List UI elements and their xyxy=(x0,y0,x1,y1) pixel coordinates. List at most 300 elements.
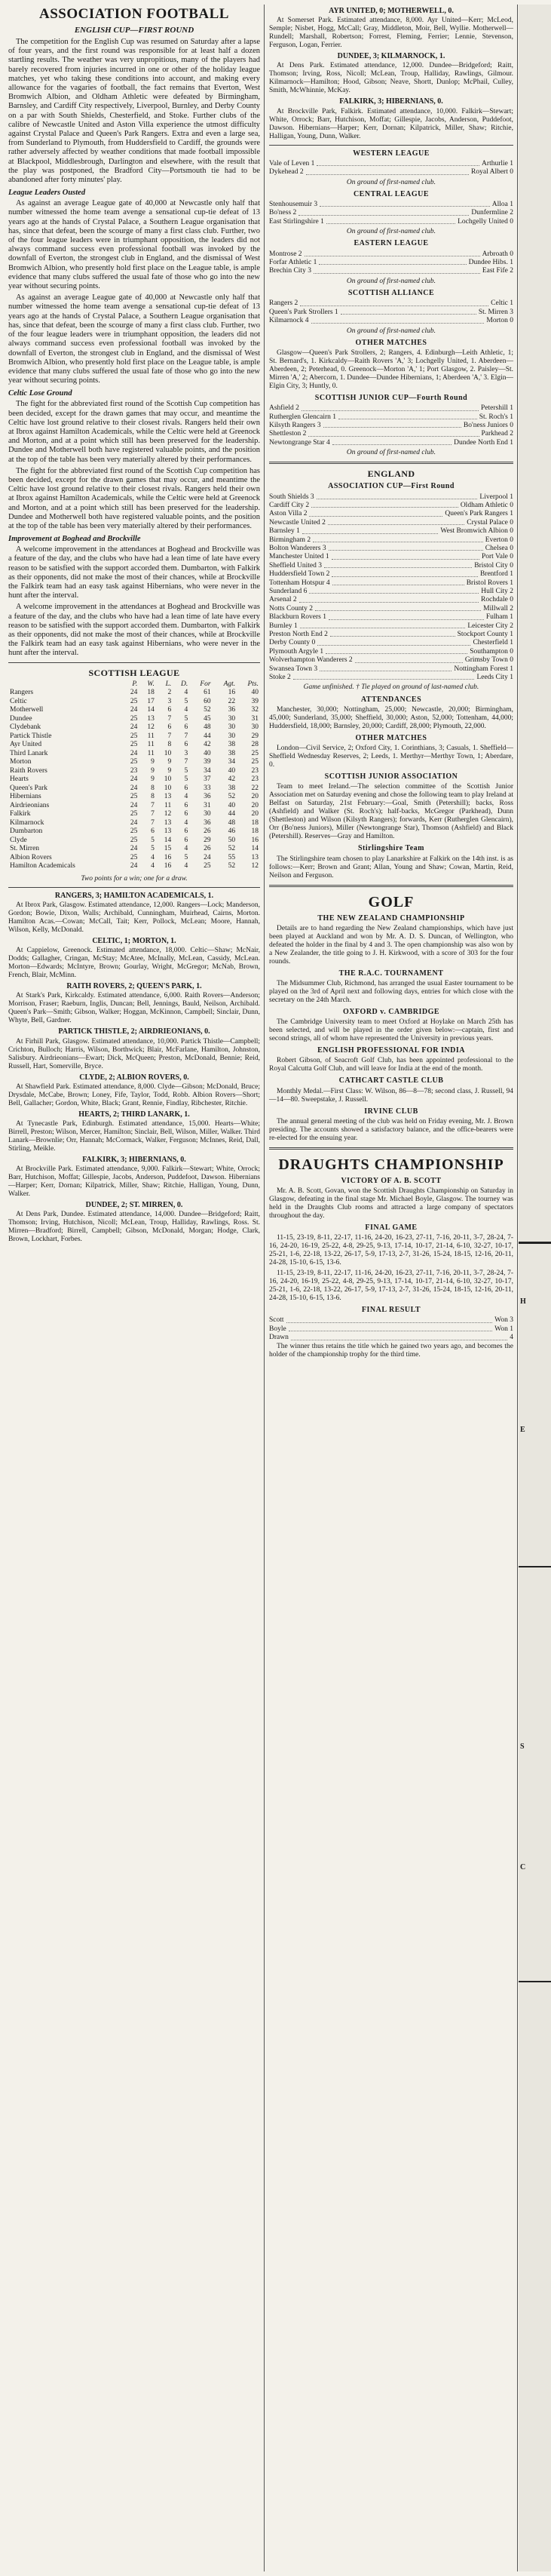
table-cell: 4 xyxy=(184,793,188,801)
leader-dots xyxy=(311,317,485,323)
divider xyxy=(269,1147,513,1150)
table-cell: 31 xyxy=(204,801,211,809)
table-cell: 4 xyxy=(184,818,188,827)
league-table-row xyxy=(8,723,260,732)
table-cell: 28 xyxy=(251,741,259,749)
article-leagues-cont: As against an average League gate of 40,000 at Newcastle only half that number witnessed the home team avenge a sensational cup-tie defeat of 13 years ago at the hands of Crystal Palace, a Southern League organisation that has, since that defeat, been the scourge of many a first class club. Further, two of the four league leaders were in triumphant opposition, the leaders did not always command success even professional football was invoked by the downfall of Everton, the strongest club in England, and the dismissal of West Bromwich Albion, who presently hold first place on the League table, is ample evidence that many clubs suffered the usual fate of those who go into the new year without securing points. xyxy=(8,293,260,385)
article-celtic: The fight for the abbreviated first round of the Scottish Cup competition has been decided, except for the drawn games that may occur, and meantime the Celtic have lost ground relative to their closest rivals. Rangers held their own at Ibrox against Hamilton Academicals, while the Celtic were held at Greenock and Morton, and at a point which still has been preserved for the leadership. Dundee and Motherwell both have registered valuable points, and the position at the top of the table has been very materially altered by their performances. xyxy=(8,400,260,464)
table-cell: 8 xyxy=(151,793,155,801)
league-table-row xyxy=(8,775,260,784)
table-cell: 6 xyxy=(184,723,188,732)
match-heading: DUNDEE, 2; ST. MIRREN, 0. xyxy=(85,1201,183,1210)
home-team: Kilsyth Rangers 3 xyxy=(269,421,321,429)
match-heading: AYR UNITED, 0; MOTHERWELL, 0. xyxy=(329,7,454,15)
table-cell: 44 xyxy=(204,732,211,740)
table-cell: 11 xyxy=(147,749,155,757)
away-team: Alloa 1 xyxy=(491,201,513,209)
result-row xyxy=(269,201,513,209)
heading-boghead: Improvement at Boghead and Brockville xyxy=(8,535,141,544)
table-cell: 24 xyxy=(130,689,138,697)
league-table xyxy=(8,680,260,871)
table-cell: 24 xyxy=(130,749,138,757)
home-team: Burnley 1 xyxy=(269,622,298,630)
player-name: Scott xyxy=(269,1316,284,1325)
away-team: Chelsea 0 xyxy=(485,544,513,552)
home-team: Rutherglen Glencairn 1 xyxy=(269,413,336,421)
column-middle xyxy=(265,5,518,2571)
article-leagues: As against an average League gate of 40,000 at Newcastle only half that number witnessed the home team avenge a sensational cup-tie defeat of 13 years ago at the hands of Crystal Palace, a Southern League organisation that has, since that defeat, been the scourge of many a first class club. Further, two of the four league leaders were in triumphant opposition, the leaders did not always command success even professional football was invoked by the downfall of Everton, the strongest club in England, and the dismissal of West Bromwich Albion, who presently hold first place on the League table, is ample evidence that many clubs suffered the usual fate of those who go into the new year without securing points. xyxy=(8,199,260,291)
table-cell: 4 xyxy=(184,845,188,853)
league-table-header xyxy=(8,680,122,689)
match-detail: At Dens Park, Dundee. Estimated attendance, 14,000. Dundee—Bridgeford; Raitt, Thomson; Irving, Hutchison, Nicoll; McLean, Troup, Halliday, Rawlings, Ross. St. Mirren—Bradford; Birrell, Campbell; Gibson, McDonald, Morgan; Hodge, Clark, Brown, Lockhart, Forbes. xyxy=(8,1211,260,1244)
away-team: Grimsby Town 0 xyxy=(464,656,513,665)
english-cup-note: Game unfinished. † Tie played on ground of last-named club. xyxy=(303,683,479,692)
other-matches-text: Glasgow—Queen's Park Strollers, 2; Rangers, 4. Edinburgh—Leith Athletic, 1; St. Bernard's, 1. Kirkcaldy—Raith Rovers 'A,' 3; Lochgelly United, 1. Aberdeen—Aberdeen, 2; Peterhead, 0. Greenock—Morton 'A,' 1; Port Glasgow, 2. Paisley—St. Mirren 'A,' 2; Abercorn, 1. Dundee—Dundee Hibernians, 1; Aberdeen 'A,' 3. Elgin—Elgin City, 3; Huntly, 0. xyxy=(269,348,513,390)
draughts-result-row xyxy=(269,1334,513,1342)
table-cell: 22 xyxy=(228,697,236,705)
table-cell: 13 xyxy=(147,714,155,723)
table-cell: 24 xyxy=(130,723,138,732)
table-cell: 38 xyxy=(228,749,236,757)
article-intro: The competition for the English Cup was resumed on Saturday after a lapse of four years, and the first round was responsible for at least half a dozen startling results. The weather was very unpropitious, many of the players had barely recovered from injuries incurred in one or other of the holiday league matches, yet who taking these conditions into account, and making every allowance for the vagaries of football, the fact remains that Everton, West Bromwich Albion, and Oldham Athletic were defeated by Birmingham, Barnsley, and Cardiff City respectively, Liverpool, Burnley, and Derby County on a par with South Shields, Chesterfield, and Stoke. Further clubs of the calibre of Newcastle United and Aston Villa experience the utmost difficulty against Crystal Palace and Queen's Park Rangers. Extra and even a large sea, from Sunderland to Plymouth, from Huddersfield to Cardiff, the grounds were rather adversely affected by weather conditions that made football impossible at Blackpool, Middlesbrough, Darlington and elsewhere, with the result that the play was postponed, the Bradford City—Portsmouth tie had to be abandoned after forty minutes' play. xyxy=(8,38,260,185)
home-team: Brechin City 3 xyxy=(269,267,311,275)
home-team: Cardiff City 2 xyxy=(269,501,310,509)
home-team: South Shields 3 xyxy=(269,493,314,501)
english-cup-results xyxy=(269,493,513,683)
away-team: Royal Albert 0 xyxy=(471,168,513,177)
table-cell: 30 xyxy=(204,810,211,818)
table-cell: 20 xyxy=(251,810,259,818)
table-cell: 13 xyxy=(251,853,259,861)
table-cell: 5 xyxy=(151,845,155,853)
leader-dots xyxy=(289,1325,492,1331)
junior-cup-heading: SCOTTISH JUNIOR CUP—Fourth Round xyxy=(314,393,468,402)
edge-rule xyxy=(519,1566,551,1567)
table-cell: 3 xyxy=(167,697,172,705)
league-table-row xyxy=(8,767,260,776)
table-cell: 12 xyxy=(147,723,155,732)
table-cell: 18 xyxy=(147,689,155,697)
match-detail: At Firhill Park, Glasgow. Estimated attendance, 10,000. Partick Thistle—Campbell; Crichton, Bulloch; Harris, Wilson, Borthwick; Blair, McFarlane, Hamilton, Johnston, Salisbury. Airdrieonians—Ewart; Dick, McQueen; Preston, McDonald, Bennie; Reid, Russell, Hart, Somerville, Bryce. xyxy=(8,1037,260,1070)
table-cell: 11 xyxy=(147,741,155,749)
stirlingshire-heading: Stirlingshire Team xyxy=(358,844,424,853)
away-team: Hull City 2 xyxy=(481,588,513,596)
table-cell: 4 xyxy=(184,706,188,714)
table-cell: 31 xyxy=(251,714,259,723)
table-cell: 13 xyxy=(164,827,172,836)
table-cell: 29 xyxy=(251,732,259,740)
other-matches-eng-text: London—Civil Service, 2; Oxford City, 1. Corinthians, 3; Casuals, 1. Sheffield—Sheffield Wednesday Reserves, 2; Leeds, 1. Merthyr—Merthyr Town, 1; Aberdare, 0. xyxy=(269,745,513,769)
leader-dots xyxy=(309,588,479,594)
table-cell: 48 xyxy=(228,818,236,827)
divider xyxy=(269,462,513,464)
league-table-row xyxy=(8,862,260,871)
table-cell: 52 xyxy=(228,845,236,853)
leader-dots xyxy=(313,536,483,542)
divider xyxy=(269,885,513,887)
junior-association-heading: SCOTTISH JUNIOR ASSOCIATION xyxy=(324,772,458,781)
column-left xyxy=(5,5,265,2571)
irvine-text: The annual general meeting of the club was held on Friday evening, Mr. J. Brown presiding. The accounts showed a satisfactory balance, and the office-bearers were re-elected for the ensuing year. xyxy=(269,1117,513,1142)
away-team: Bristol City 0 xyxy=(474,561,513,570)
table-cell: 23 xyxy=(251,766,259,775)
leader-dots xyxy=(332,439,452,445)
league-table-header: P. xyxy=(132,680,138,688)
match-heading: DUNDEE, 3; KILMARNOCK, 1. xyxy=(337,52,445,61)
english-cup-sub: ASSOCIATION CUP—First Round xyxy=(328,482,455,491)
leader-dots xyxy=(332,570,478,576)
divider xyxy=(8,887,260,888)
table-cell: 6 xyxy=(167,706,172,714)
table-cell: 34 xyxy=(228,758,236,766)
table-cell: 30 xyxy=(228,732,236,740)
table-cell: 25 xyxy=(130,827,138,836)
table-cell: 40 xyxy=(228,801,236,809)
team-name: Motherwell xyxy=(10,706,44,714)
table-cell: 29 xyxy=(204,836,211,844)
table-cell: 52 xyxy=(228,862,236,870)
leader-dots xyxy=(320,665,452,671)
league-table-row xyxy=(8,698,260,707)
away-team: Celtic 1 xyxy=(491,299,513,308)
table-cell: 14 xyxy=(251,845,259,853)
table-cell: 45 xyxy=(204,714,211,723)
heading-league-leaders: League Leaders Ousted xyxy=(8,189,86,198)
leader-dots xyxy=(299,596,479,602)
league-table-row xyxy=(8,715,260,724)
home-team: Bolton Wanderers 3 xyxy=(269,544,326,552)
england-heading: ENGLAND xyxy=(367,468,415,480)
league-table-row xyxy=(8,689,260,698)
away-team: Queen's Park Rangers 1 xyxy=(445,510,513,518)
table-cell: 7 xyxy=(151,801,155,809)
table-cell: 7 xyxy=(151,810,155,818)
table-cell: 46 xyxy=(228,827,236,836)
golf-title: GOLF xyxy=(368,893,415,910)
table-cell: 25 xyxy=(251,758,259,766)
table-cell: 6 xyxy=(167,723,172,732)
table-cell: 24 xyxy=(130,784,138,792)
away-team: Crystal Palace 0 xyxy=(467,518,513,527)
away-team: St. Mirren 3 xyxy=(478,308,513,316)
team-name: Albion Rovers xyxy=(10,853,52,861)
result-row xyxy=(269,430,513,438)
team-name: Hearts xyxy=(10,775,29,784)
table-cell: 25 xyxy=(130,853,138,861)
result-row xyxy=(269,562,513,570)
table-cell: 9 xyxy=(151,766,155,775)
result-row xyxy=(269,259,513,267)
junior-cup-results xyxy=(269,404,513,447)
away-team: Dunfermline 2 xyxy=(471,209,513,217)
result-row xyxy=(269,665,513,674)
leader-dots xyxy=(291,1334,507,1340)
away-team: Millwall 2 xyxy=(483,604,513,613)
league-note: On ground of first-named club. xyxy=(346,327,436,335)
table-cell: 40 xyxy=(228,766,236,775)
rac-text: The Midsummer Club, Richmond, has arranged the usual Easter tournament to be played on the 3rd of April next and following days, entries for which close with the secretary on the 24th March. xyxy=(269,979,513,1004)
home-team: Manchester United 1 xyxy=(269,553,329,561)
result-row xyxy=(269,309,513,317)
table-cell: 5 xyxy=(184,697,188,705)
table-cell: 5 xyxy=(184,775,188,784)
column-edge-fragment xyxy=(519,5,551,2571)
table-cell: 25 xyxy=(130,697,138,705)
table-cell: 16 xyxy=(164,862,172,870)
away-team: Arbroath 0 xyxy=(482,250,513,258)
match-heading: RAITH ROVERS, 2; QUEEN'S PARK, 1. xyxy=(66,982,202,991)
leader-dots xyxy=(332,579,464,585)
result-row xyxy=(269,218,513,226)
scottish-results xyxy=(8,892,260,1245)
away-team: Rochdale 0 xyxy=(480,596,513,604)
table-cell: 12 xyxy=(164,810,172,818)
home-team: Birmingham 2 xyxy=(269,536,311,544)
away-team: Petershill 1 xyxy=(480,404,513,413)
table-cell: 16 xyxy=(164,853,172,861)
table-cell: 40 xyxy=(204,749,211,757)
table-cell: 25 xyxy=(130,714,138,723)
league-table-row xyxy=(8,741,260,750)
leader-dots xyxy=(302,527,438,533)
match-detail: At Brockville Park. Estimated attendance, 9,000. Falkirk—Stewart; White, Orrock; Barr, Hutchison, Moffat; Gillespie, Jacobs, Anderson, Puddefoot, Dawson. Hibernians—Harper; Kerr, Dornan; Kilpatrick, Miller, Shaw; Ritchie, Halligan, Young, Dunn, Walker. xyxy=(8,1165,260,1199)
result-row xyxy=(269,502,513,510)
league-heading: EASTERN LEAGUE xyxy=(354,239,429,248)
table-cell: 4 xyxy=(151,853,155,861)
table-cell: 5 xyxy=(184,853,188,861)
player-games: Won 1 xyxy=(494,1325,513,1333)
home-team: Wolverhampton Wanderers 2 xyxy=(269,656,353,665)
match-detail: At Ibrox Park, Glasgow. Estimated attendance, 12,000. Rangers—Lock; Manderson, Gordon; Bowie, Dixon, Walls; Archibald, Cunningham, Muirhead, Cairns, Morton. Hamilton Acas.—Cowan; McCall, Tait; Kerr, Pollock, McLean; Moore, Hannah, Wilson, Kelly, McDonald. xyxy=(8,901,260,934)
table-cell: 50 xyxy=(228,836,236,844)
table-cell: 42 xyxy=(204,741,211,749)
home-team: Sunderland 6 xyxy=(269,588,308,596)
more-results xyxy=(269,7,513,141)
result-row xyxy=(269,570,513,579)
home-team: Newtongrange Star 4 xyxy=(269,438,330,447)
minor-leagues xyxy=(269,149,513,336)
table-cell: 26 xyxy=(204,845,211,853)
leader-dots xyxy=(326,648,467,654)
heading-celtic: Celtic Lose Ground xyxy=(8,389,72,398)
result-row xyxy=(269,674,513,682)
league-table-row xyxy=(8,732,260,741)
table-cell: 24 xyxy=(130,706,138,714)
table-cell: 17 xyxy=(147,697,155,705)
leader-dots xyxy=(330,631,455,637)
leader-dots xyxy=(320,201,490,207)
leader-dots xyxy=(300,299,488,305)
table-cell: 3 xyxy=(184,749,188,757)
table-cell: 16 xyxy=(251,836,259,844)
player-name: Boyle xyxy=(269,1325,286,1333)
table-cell: 40 xyxy=(251,689,259,697)
result-row xyxy=(269,605,513,613)
league-note: On ground of first-named club. xyxy=(346,228,436,236)
home-team: Ashfield 2 xyxy=(269,404,299,413)
away-team: Stockport County 1 xyxy=(457,631,513,639)
table-cell: 5 xyxy=(184,766,188,775)
table-cell: 37 xyxy=(204,775,211,784)
table-cell: 12 xyxy=(251,862,259,870)
home-team: Queen's Park Strollers 1 xyxy=(269,308,338,316)
draughts-result-row xyxy=(269,1316,513,1325)
home-team: Sheffield United 3 xyxy=(269,561,323,570)
home-team: Newcastle United 2 xyxy=(269,518,326,527)
junior-association-text: Team to meet Ireland.—The selection committee of the Scottish Junior Association met on Saturday evening and chose the following team to play Ireland at Belfast on Saturday, 21st February:—Goal, Smith (Petershill); backs, Ross (Ashfield) and Walker (St. Roch's); half-backs, McGregor (Parkhead), Dunn (Shettleston) and Wilson (Kilsyth Rangers); forwards, Kerr (Rutherglen Glencairn), Orr (Bo'ness Juniors), Miller (Newtongrange Star), Thomson (Ashfield) and Black (Petershill). Reserves—Gray and Hamilton. xyxy=(269,783,513,841)
table-cell: 23 xyxy=(251,775,259,784)
home-team: Bo'ness 2 xyxy=(269,209,297,217)
result-row xyxy=(269,648,513,656)
table-cell: 39 xyxy=(204,758,211,766)
leader-dots xyxy=(298,209,469,215)
cathcart-heading: CATHCART CASTLE CLUB xyxy=(338,1076,444,1085)
table-cell: 6 xyxy=(184,801,188,809)
table-cell: 8 xyxy=(167,741,172,749)
attendances-heading: ATTENDANCES xyxy=(360,695,422,704)
away-team: East Fife 2 xyxy=(482,267,513,275)
table-cell: 25 xyxy=(130,793,138,801)
match-heading: HEARTS, 2; THIRD LANARK, 1. xyxy=(78,1110,190,1119)
leader-dots xyxy=(300,622,466,628)
away-team: Southampton 0 xyxy=(470,647,513,656)
match-detail: At Somerset Park. Estimated attendance, 8,000. Ayr United—Kerr; McLeod, Semple; Nisbet, Hogg, McCall; Gray, Middleton, Moir, Bell, Wyllie. Motherwell—Rundell; Marshall, Robertson; Forrest, Fleming, Ferrier; Lennie, Stevenson, Ferguson, Logan, Ferrier. xyxy=(269,17,513,50)
team-name: Raith Rovers xyxy=(10,766,47,775)
table-cell: 26 xyxy=(204,827,211,836)
leader-dots xyxy=(317,639,470,645)
home-team: Forfar Athletic 1 xyxy=(269,259,317,267)
result-row xyxy=(269,527,513,536)
player-games: Won 3 xyxy=(494,1316,513,1325)
table-cell: 6 xyxy=(184,784,188,792)
league-note: On ground of first-named club. xyxy=(346,178,436,186)
table-cell: 25 xyxy=(130,732,138,740)
draughts-close: The winner thus retains the title which he gained two years ago, and becomes the holder of the championship trophy for the third time. xyxy=(269,1342,513,1359)
league-table-row xyxy=(8,758,260,767)
stirlingshire-text: The Stirlingshire team chosen to play Lanarkshire at Falkirk on the 14th inst. is as follows:—Kerr; Brown and Grant; Allan, Young and Shaw; Cowan, Martin, Reid, Neilson and Ferguson. xyxy=(269,855,513,880)
table-cell: 14 xyxy=(164,836,172,844)
edge-letter: H xyxy=(520,1297,526,1306)
match-heading: CLYDE, 2; ALBION ROVERS, 0. xyxy=(79,1073,189,1082)
rac-heading: THE R.A.C. TOURNAMENT xyxy=(338,969,444,978)
result-row xyxy=(269,267,513,275)
home-team: Kilmarnock 4 xyxy=(269,317,309,325)
result-row xyxy=(269,510,513,518)
team-name: Celtic xyxy=(10,697,27,705)
leader-dots xyxy=(317,160,479,166)
away-team: Brentford 1 xyxy=(479,570,513,579)
team-name: St. Mirren xyxy=(10,845,40,853)
draughts-final-heading: FINAL RESULT xyxy=(361,1306,421,1315)
table-cell: 24 xyxy=(130,862,138,870)
table-cell: 10 xyxy=(164,775,172,784)
table-cell: 39 xyxy=(251,697,259,705)
leader-dots xyxy=(317,493,478,499)
table-cell: 25 xyxy=(204,862,211,870)
divider xyxy=(269,145,513,146)
table-cell: 48 xyxy=(204,723,211,732)
table-cell: 30 xyxy=(251,723,259,732)
team-name: Kilmarnock xyxy=(10,818,44,827)
table-cell: 24 xyxy=(130,845,138,853)
league-heading: SCOTTISH ALLIANCE xyxy=(347,289,435,298)
other-matches-eng-heading: OTHER MATCHES xyxy=(355,733,427,742)
result-row xyxy=(269,299,513,308)
match-detail: At Cappielow, Greenock. Estimated attendance, 18,000. Celtic—Shaw; McNair, Dodds; Gallagher, Cringan, McStay; McAtee, McInally, McLean, Cassidy, McLean. Morton—Edwards; McIntyre, Brown; Gourlay, Wright, McGregor; McNab, Brown, French, Blair, McMinn. xyxy=(8,947,260,980)
table-cell: 7 xyxy=(151,818,155,827)
away-team: Bo'ness Juniors 0 xyxy=(463,421,513,429)
article-boghead-cont: A welcome improvement in the attendances at Boghead and Brockville was a feature of the day, and the clubs who have had a lean time of late have every reason to be satisfied with the support accorded them. Dumbarton, with Falkirk as their opponents, did not make the most of their chances, while at Brockville the Falkirk team had an easy task against Hibernians, who were never in the hunt after the interval. xyxy=(8,603,260,658)
table-cell: 15 xyxy=(164,845,172,853)
table-cell: 25 xyxy=(130,741,138,749)
golf-intro: Details are to hand regarding the New Zealand championships, which have just been played at Auckland and won by Mr. A. D. S. Duncan, of Wellington, who defeated the holder in the final by 4 and 3. The open championship was also won by a New Zealander, the title going to J. H. Kirkwood, with a score of 303 for the four rounds. xyxy=(269,924,513,966)
result-row xyxy=(269,588,513,596)
edge-rule xyxy=(519,1981,551,1982)
prof-text: Robert Gibson, of Seacroft Golf Club, has been appointed professional to the Royal Calcutta Golf Club, and will leave for India at the end of the month. xyxy=(269,1057,513,1073)
team-name: Hamilton Academicals xyxy=(10,862,75,870)
table-cell: 30 xyxy=(228,723,236,732)
league-table-row xyxy=(8,750,260,759)
table-cell: 38 xyxy=(228,784,236,792)
result-row xyxy=(269,168,513,177)
table-cell: 25 xyxy=(130,758,138,766)
league-table-header: Pts. xyxy=(247,680,259,688)
table-cell: 18 xyxy=(251,818,259,827)
away-team: Lochgelly United 0 xyxy=(458,217,513,226)
table-cell: 13 xyxy=(164,793,172,801)
leader-dots xyxy=(315,605,481,611)
league-table-row xyxy=(8,845,260,854)
table-cell: 22 xyxy=(251,784,259,792)
team-name: Morton xyxy=(10,758,32,766)
league-table-header: Agt. xyxy=(223,680,236,688)
draughts-title: DRAUGHTS CHAMPIONSHIP xyxy=(278,1156,504,1173)
table-cell: 16 xyxy=(228,689,236,697)
junior-cup-note: On ground of first-named club. xyxy=(346,449,436,457)
edge-letter: C xyxy=(520,1863,526,1871)
leader-dots xyxy=(332,553,479,559)
table-cell: 36 xyxy=(204,793,211,801)
table-cell: 42 xyxy=(228,775,236,784)
section-title-association: ASSOCIATION FOOTBALL xyxy=(39,6,229,22)
away-team: Chesterfield 1 xyxy=(473,639,513,647)
away-team: Oldham Athletic 0 xyxy=(460,501,513,509)
result-row xyxy=(269,536,513,545)
league-table-header: L. xyxy=(165,680,172,688)
team-name: Ayr United xyxy=(10,741,42,749)
table-cell: 7 xyxy=(184,732,188,740)
leader-dots xyxy=(329,545,483,551)
home-team: Derby County 0 xyxy=(269,639,316,647)
draughts-final-table xyxy=(269,1316,513,1342)
team-name: Clydebank xyxy=(10,723,41,732)
league-table-header: W. xyxy=(147,680,155,688)
team-name: Hibernians xyxy=(10,793,41,801)
leader-dots xyxy=(341,309,476,315)
match-detail: At Dens Park. Estimated attendance, 12,000. Dundee—Bridgeford; Raitt, Thomson; Irving, Ross, Nicoll; McLean, Troup, Halliday, Rawlings, Gilmour. Kilmarnock—Hamilton; Hood, Gibson; Neave, Shortt, Dunlop; McPhail, Culley, Smith, McWhinnie, McKay. xyxy=(269,62,513,95)
leader-dots xyxy=(323,422,461,428)
league-table-row xyxy=(8,810,260,819)
prof-heading: ENGLISH PROFESSIONAL FOR INDIA xyxy=(317,1046,465,1055)
table-cell: 24 xyxy=(130,775,138,784)
table-cell: 11 xyxy=(147,732,155,740)
away-team: St. Roch's 1 xyxy=(479,413,513,421)
league-table-header: For xyxy=(200,680,211,688)
other-matches-heading: OTHER MATCHES xyxy=(355,338,427,347)
leader-dots xyxy=(319,259,466,265)
table-cell: 6 xyxy=(184,836,188,844)
away-team: Dundee Hibs. 1 xyxy=(468,259,513,267)
